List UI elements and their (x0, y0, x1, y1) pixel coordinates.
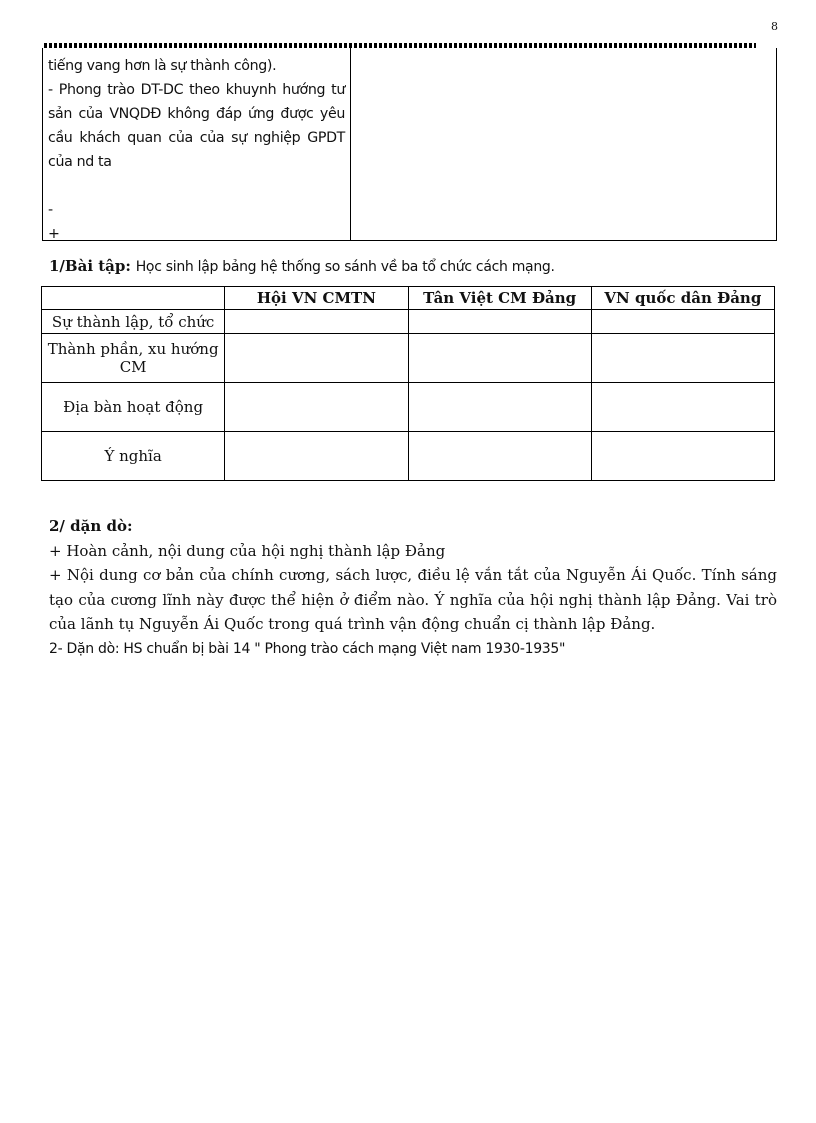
box-line: tiếng vang hơn là sự thành công). (48, 58, 277, 74)
table-cell (408, 383, 591, 432)
table-cell (408, 432, 591, 481)
table-cell (591, 383, 774, 432)
box-line: + (48, 226, 60, 242)
header-cell: VN quốc dân Đảng (591, 287, 774, 310)
content-box-left-cell (43, 48, 351, 240)
row-label-cell: Thành phần, xu hướng CM (42, 334, 225, 383)
page-number: 8 (771, 20, 778, 33)
table-header-row (42, 287, 775, 310)
content-box (42, 48, 777, 241)
content-box-right-cell (351, 48, 776, 240)
comparison-table (41, 286, 775, 481)
table-cell (225, 432, 408, 481)
table-cell (225, 383, 408, 432)
header-cell: Tân Việt CM Đảng (408, 287, 591, 310)
table-cell (225, 310, 408, 334)
exercise-text: Học sinh lập bảng hệ thống so sánh về ba tổ chức cách mạng. (135, 259, 555, 275)
exercise-heading (49, 257, 555, 275)
table-row (42, 432, 775, 481)
box-line: - (48, 202, 53, 218)
table-row (42, 334, 775, 383)
table-cell (225, 334, 408, 383)
row-label-cell: Địa bàn hoạt động (42, 383, 225, 432)
exercise-label: 1/Bài tập: (49, 257, 131, 275)
table-row (42, 383, 775, 432)
table-row (42, 310, 775, 334)
table-cell (591, 432, 774, 481)
homework-section (49, 514, 777, 661)
homework-title: 2/ dặn dò: (49, 517, 133, 535)
homework-item: 2- Dặn dò: HS chuẩn bị bài 14 " Phong trào cách mạng Việt nam 1930-1935" (49, 640, 566, 657)
table-cell (591, 310, 774, 334)
table-cell (591, 334, 774, 383)
homework-item: + Hoàn cảnh, nội dung của hội nghị thành lập Đảng (49, 541, 446, 560)
homework-item: + Nội dung cơ bản của chính cương, sách lược, điều lệ vắn tắt của Nguyễn Ái Quốc. Tính sáng tạo của cương lĩnh này được thể hiện ở điểm nào. Ý nghĩa của hội nghị thành lập Đảng. Vai trò của lãnh tụ Nguyễn Ái Quốc trong quá trình vận động chuẩn cị thành lập Đảng. (49, 566, 777, 633)
header-cell (42, 287, 225, 310)
box-line (48, 174, 345, 198)
table-cell (408, 334, 591, 383)
table-cell (408, 310, 591, 334)
row-label-cell: Sự thành lập, tổ chức (42, 310, 225, 334)
row-label-cell: Ý nghĩa (42, 432, 225, 481)
box-line: - Phong trào DT-DC theo khuynh hướng tư sản của VNQDĐ không đáp ứng được yêu cầu khách quan của của sự nghiệp GPDT của nd ta (48, 82, 345, 170)
header-cell: Hội VN CMTN (225, 287, 408, 310)
